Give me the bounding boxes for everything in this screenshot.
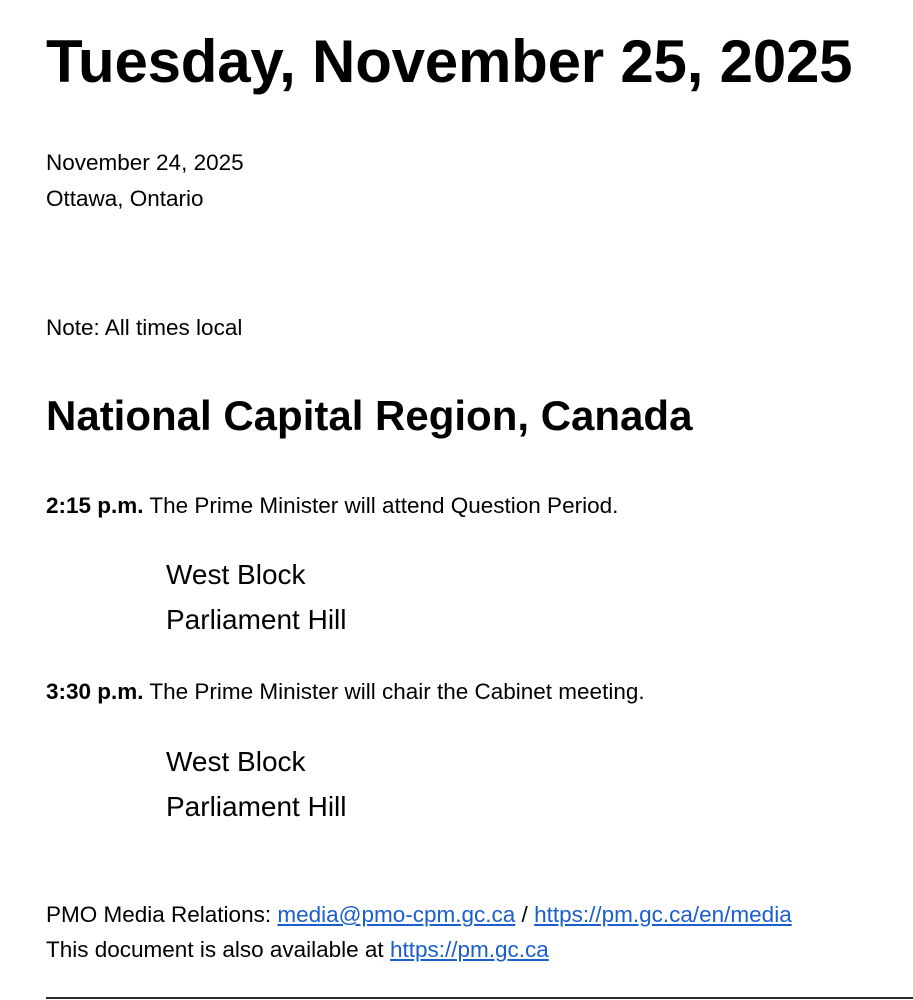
page-title: Tuesday, November 25, 2025 [46, 28, 853, 95]
release-date: November 24, 2025 [46, 150, 244, 175]
contact-footer [46, 897, 792, 967]
event-time: 3:30 p.m. [46, 679, 144, 704]
media-relations-label: PMO Media Relations: [46, 902, 272, 927]
location-site: Parliament Hill [166, 604, 347, 635]
media-relations-line [46, 897, 792, 932]
link-separator: / [521, 902, 528, 927]
release-meta [46, 145, 244, 217]
availability-line [46, 932, 792, 967]
event-location [166, 552, 347, 642]
event-location [166, 739, 347, 829]
media-page-link[interactable]: https://pm.gc.ca/en/media [534, 902, 792, 927]
times-note: Note: All times local [46, 315, 243, 340]
event-item [46, 488, 618, 524]
event-item [46, 674, 645, 710]
region-heading: National Capital Region, Canada [46, 392, 693, 439]
event-description: The Prime Minister will chair the Cabinet meeting. [149, 679, 645, 704]
horizontal-rule [46, 997, 913, 999]
availability-text: This document is also available at [46, 937, 384, 962]
location-site: Parliament Hill [166, 791, 347, 822]
location-building: West Block [166, 746, 306, 777]
dateline: Ottawa, Ontario [46, 186, 204, 211]
media-email-link[interactable]: media@pmo-cpm.gc.ca [277, 902, 516, 927]
location-building: West Block [166, 559, 306, 590]
event-time: 2:15 p.m. [46, 493, 144, 518]
event-description: The Prime Minister will attend Question Period. [149, 493, 619, 518]
site-link[interactable]: https://pm.gc.ca [389, 937, 549, 962]
